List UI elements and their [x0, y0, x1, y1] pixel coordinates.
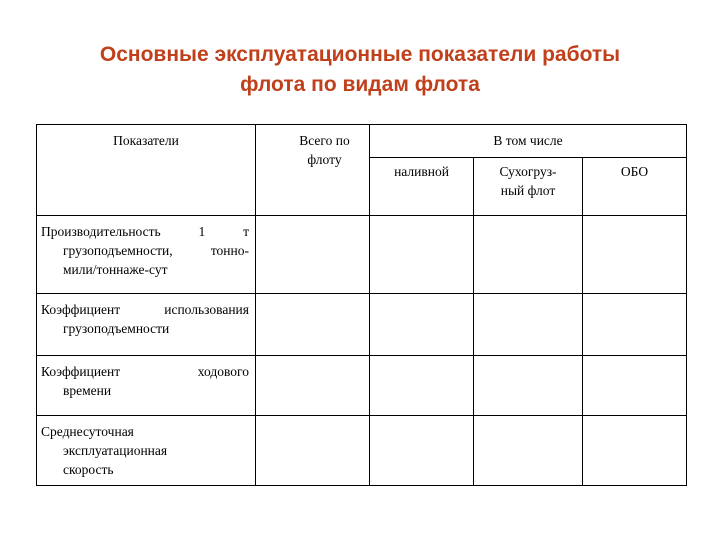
table-cell	[583, 356, 687, 416]
table-cell	[256, 416, 370, 486]
indicators-table	[36, 124, 687, 486]
slide-title-line-1: Основные эксплуатационные показатели работы	[99, 43, 621, 66]
table-cell	[370, 216, 474, 294]
table-row	[37, 356, 687, 416]
header-total-fleet: Всего по флоту	[256, 125, 370, 216]
table-cell	[474, 416, 583, 486]
table-cell	[474, 216, 583, 294]
table-row	[37, 416, 687, 486]
table-cell	[583, 416, 687, 486]
slide-title	[0, 40, 720, 100]
table-cell	[583, 294, 687, 356]
table-row	[37, 294, 687, 356]
header-dry-cargo: Сухогруз- ный флот	[474, 158, 583, 216]
slide-title-line-2: флота по видам флота	[240, 73, 480, 96]
table-cell	[370, 356, 474, 416]
row-label-running-time: Коэффициент ходового времени	[37, 356, 256, 416]
header-row-top	[37, 125, 687, 158]
header-indicators: Показатели	[37, 125, 256, 216]
table-cell	[474, 356, 583, 416]
table-row	[37, 216, 687, 294]
table-cell	[256, 356, 370, 416]
table-cell	[370, 416, 474, 486]
table-cell	[256, 294, 370, 356]
row-label-capacity-utilization: Коэффициент использования грузоподъемности	[37, 294, 256, 356]
header-obo: ОБО	[583, 158, 687, 216]
table-cell	[583, 216, 687, 294]
header-tanker: наливной	[370, 158, 474, 216]
table-cell	[370, 294, 474, 356]
table-cell	[256, 216, 370, 294]
row-label-average-daily-speed: Среднесуточная эксплуатационная скорость	[37, 416, 256, 486]
header-including: В том числе	[370, 125, 687, 158]
table-cell	[474, 294, 583, 356]
row-label-productivity: Производительность 1 т грузоподъемности, тонно- мили/тоннаже-сут	[37, 216, 256, 294]
